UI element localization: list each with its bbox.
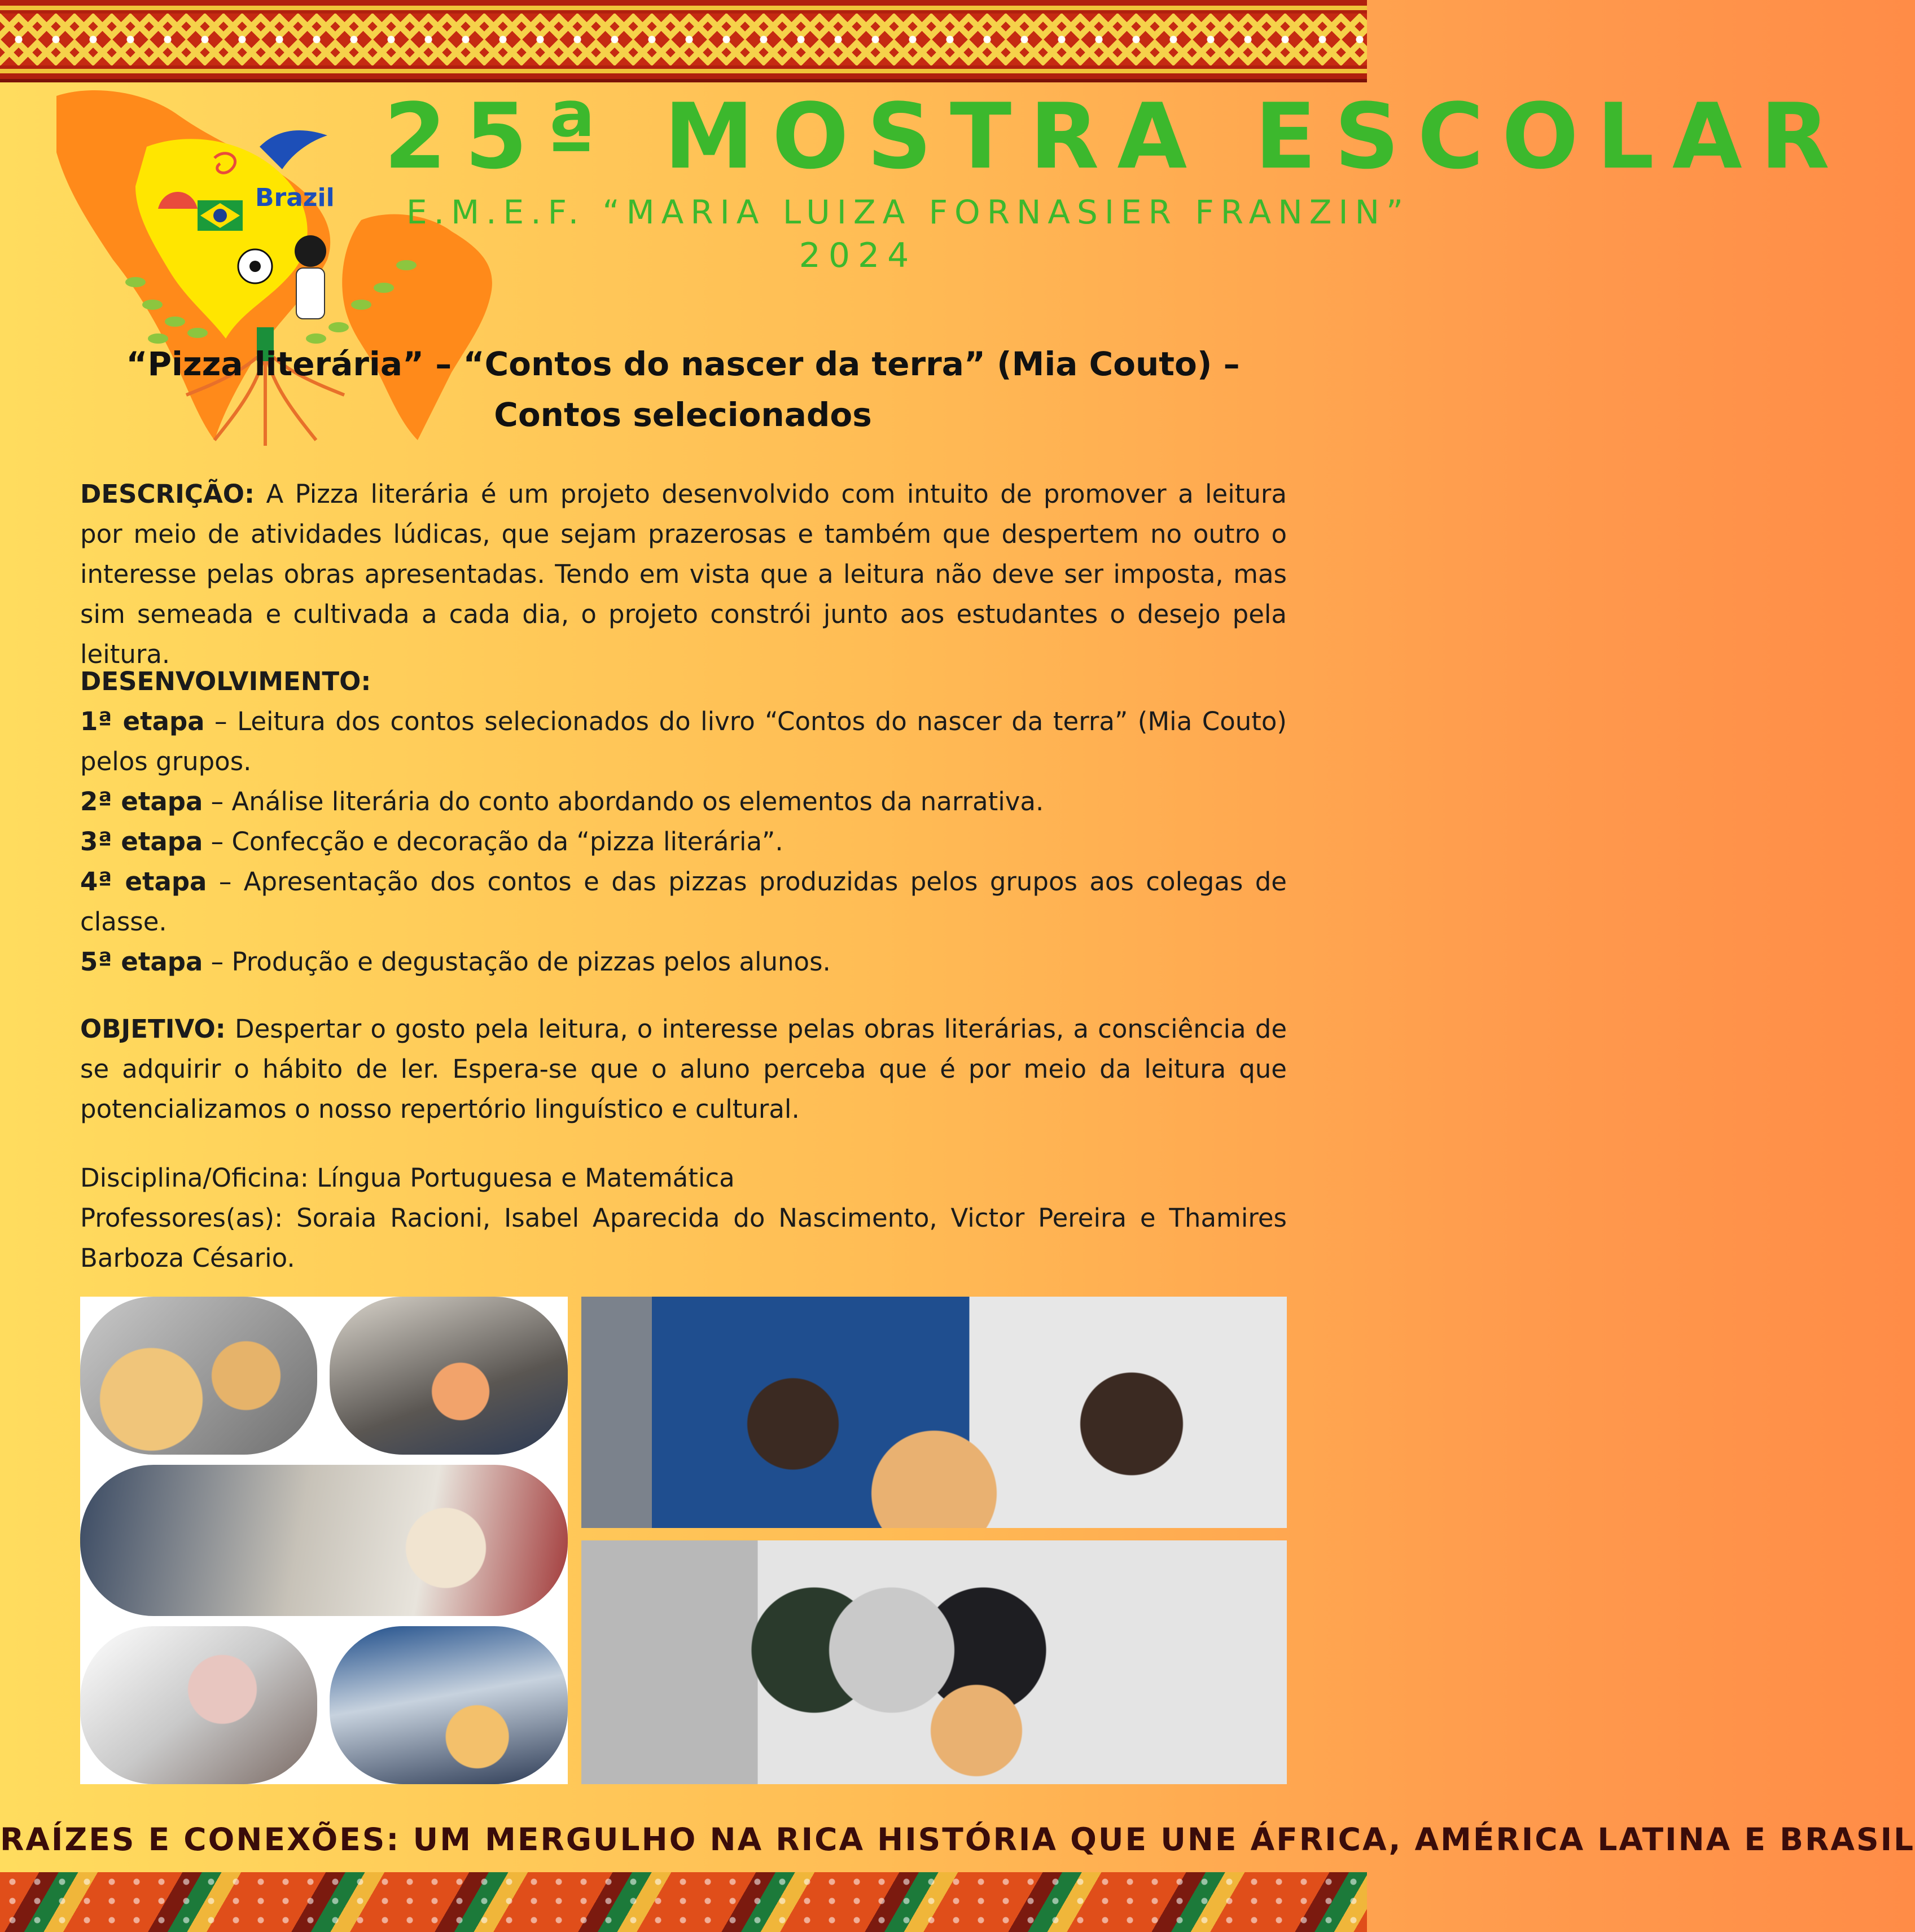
development-section: [80, 661, 1287, 982]
photo-pizza-oven: [80, 1297, 317, 1455]
step-2-text: – Análise literária do conto abordando os elementos da narrativa.: [203, 787, 1044, 816]
logo-brazil-text: Brazil: [255, 183, 335, 212]
objective-section: [80, 1009, 1287, 1129]
development-label: DESENVOLVIMENTO:: [80, 666, 371, 696]
teachers-line: Professores(as): Soraia Racioni, Isabel Aparecida do Nascimento, Victor Pereira e Thamires Barboza Césario.: [80, 1203, 1287, 1273]
step-2-label: 2ª etapa: [80, 787, 203, 816]
description-section: [80, 474, 1287, 674]
step-5-label: 5ª etapa: [80, 947, 203, 977]
step-5: [80, 942, 1287, 982]
step-1: [80, 701, 1287, 781]
step-3: [80, 822, 1287, 862]
event-year: 2024: [799, 236, 917, 275]
step-4-text: – Apresentação dos contos e das pizzas produzidas pelos grupos aos colegas de classe.: [80, 867, 1287, 937]
footer-tagline: RAÍZES E CONEXÕES: UM MERGULHO NA RICA HISTÓRIA QUE UNE ÁFRICA, AMÉRICA LATINA E BRASIL: [0, 1821, 1915, 1858]
tribal-pattern: [0, 14, 1367, 65]
step-4: [80, 862, 1287, 942]
step-1-text: – Leitura dos contos selecionados do livro “Contos do nascer da terra” (Mia Couto) pelos grupos.: [80, 706, 1287, 776]
discipline-line: Disciplina/Oficina: Língua Portuguesa e Matemática: [80, 1163, 735, 1193]
band-stripe-bottom: [0, 69, 1367, 73]
photo-students-table: [330, 1626, 568, 1784]
project-title: “Pizza literária” – “Contos do nascer da terra” (Mia Couto) – Contos selecionados: [126, 345, 1240, 434]
photo-boys-holding-pizza: [581, 1540, 1287, 1784]
photo-students-decorating: [330, 1297, 568, 1455]
step-2: [80, 781, 1287, 822]
event-title: 25ª MOSTRA ESCOLAR: [384, 84, 1848, 189]
band-stripe-top: [0, 6, 1367, 10]
photo-classroom-group: [80, 1465, 568, 1616]
bottom-pattern-dots: [0, 1872, 1367, 1932]
objective-label: OBJETIVO:: [80, 1014, 226, 1044]
description-text: A Pizza literária é um projeto desenvolvido com intuito de promover a leitura por meio de atividades lúdicas, que sejam prazerosas e também que despertem no outro o interesse pelas obras apresentadas. Tendo em vista que a leitura não deve ser imposta, mas sim semeada e cultivada a cada dia, o projeto constrói junto aos estudantes o desejo pela leitura.: [80, 479, 1287, 669]
photo-students-with-pizza: [581, 1297, 1287, 1528]
bottom-decorative-band: [0, 1872, 1367, 1932]
objective-text: Despertar o gosto pela leitura, o interesse pelas obras literárias, a consciência de se adquirir o hábito de ler. Espera-se que o aluno perceba que é por meio da leitura que potencializamos o nosso repertório linguístico e cultural.: [80, 1014, 1287, 1124]
description-label: DESCRIÇÃO:: [80, 479, 255, 509]
photo-student-writing: [80, 1626, 317, 1784]
step-5-text: – Produção e degustação de pizzas pelos alunos.: [203, 947, 831, 977]
person-illustration: [295, 235, 326, 319]
step-1-label: 1ª etapa: [80, 706, 205, 736]
step-4-label: 4ª etapa: [80, 867, 207, 897]
macaw-icon: [260, 130, 327, 169]
brazil-flag-icon: [198, 200, 243, 231]
top-decorative-band: [0, 0, 1367, 82]
soccer-ball-icon: [238, 249, 272, 283]
school-name: E.M.E.F. “MARIA LUIZA FORNASIER FRANZIN”: [406, 193, 1410, 231]
step-3-label: 3ª etapa: [80, 827, 203, 857]
step-3-text: – Confecção e decoração da “pizza literária”.: [203, 827, 783, 857]
